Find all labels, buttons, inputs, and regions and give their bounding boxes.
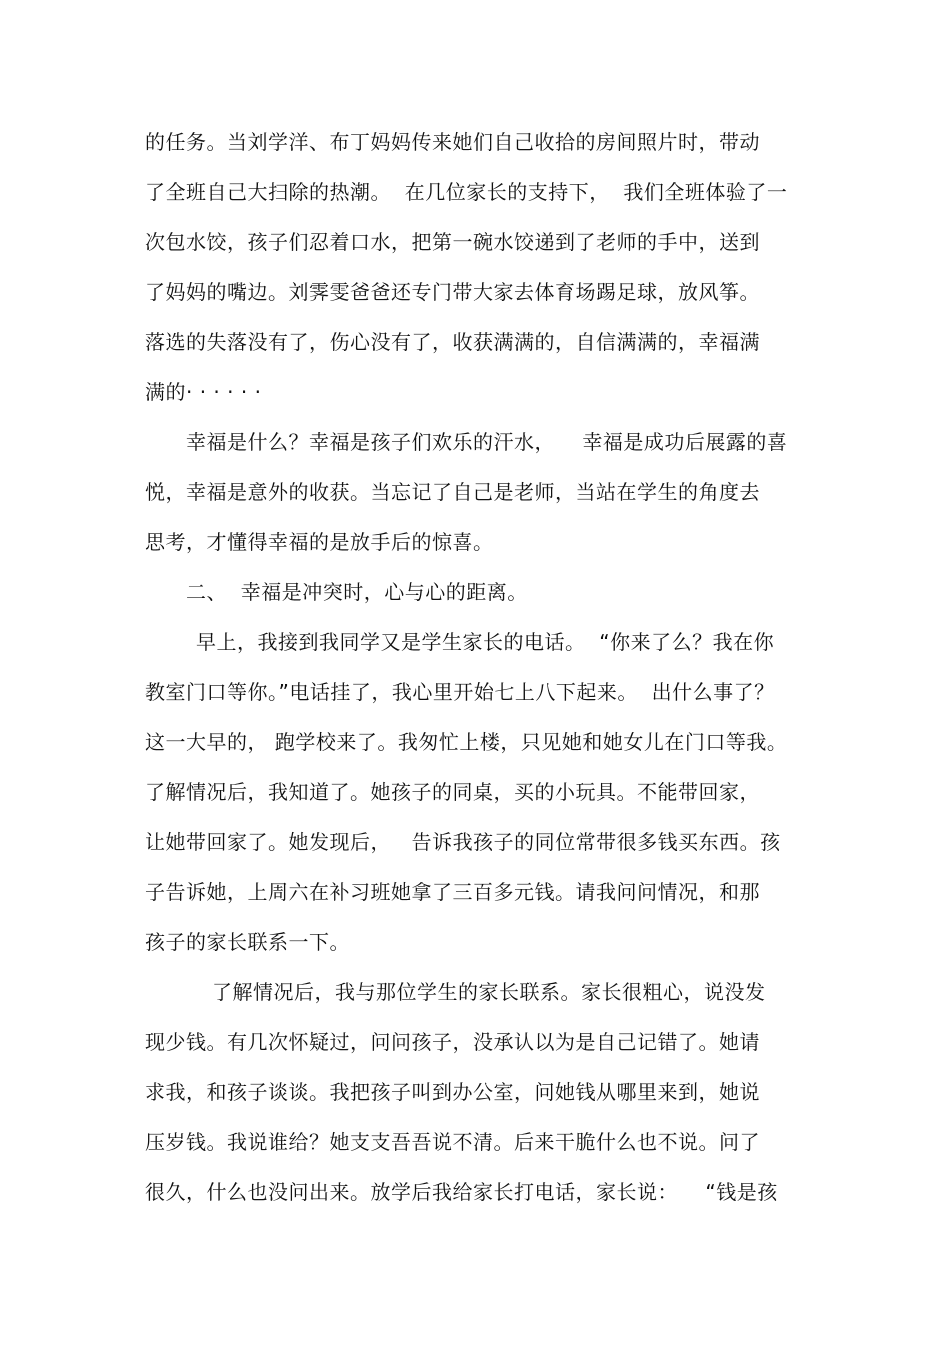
text-line: 这一大早的， 跑学校来了。我匆忙上楼，只见她和她女儿在门口等我。: [145, 730, 788, 754]
text-line: 了全班自己大扫除的热潮。 在几位家长的支持下， 我们全班体验了一: [145, 180, 788, 204]
text-line: 了妈妈的嘴边。刘霁雯爸爸还专门带大家去体育场踢足球，放风筝。: [145, 280, 760, 304]
text-line: 现少钱。有几次怀疑过，问问孩子，没承认以为是自己记错了。她请: [145, 1030, 760, 1054]
text-line: 次包水饺，孩子们忍着口水，把第一碗水饺递到了老师的手中，送到: [145, 230, 760, 254]
text-line: 压岁钱。我说谁给？她支支吾吾说不清。后来干脆什么也不说。问了: [145, 1130, 760, 1154]
text-line: 教室门口等你。”电话挂了，我心里开始七上八下起来。 出什么事了？: [145, 680, 775, 704]
text-line: 思考，才懂得幸福的是放手后的惊喜。: [145, 530, 494, 554]
text-line: 悦，幸福是意外的收获。当忘记了自己是老师，当站在学生的角度去: [145, 480, 760, 504]
text-line: 求我，和孩子谈谈。我把孩子叫到办公室，问她钱从哪里来到，她说: [145, 1080, 760, 1104]
text-line: 子告诉她，上周六在补习班她拿了三百多元钱。请我问问情况，和那: [145, 880, 760, 904]
paragraph-start-line: 了解情况后，我与那位学生的家长联系。家长很粗心，说没发: [212, 980, 766, 1004]
text-line: 满的· · · · · ·: [145, 380, 262, 404]
paragraph-start-line: 早上，我接到我同学又是学生家长的电话。 “你来了么？我在你: [196, 630, 775, 654]
text-line: 孩子的家长联系一下。: [145, 930, 350, 954]
text-line: 很久，什么也没问出来。放学后我给家长打电话，家长说： “钱是孩: [145, 1180, 778, 1204]
paragraph-start-line: 幸福是什么？幸福是孩子们欢乐的汗水， 幸福是成功后展露的喜: [186, 430, 788, 454]
text-line: 了解情况后，我知道了。她孩子的同桌，买的小玩具。不能带回家，: [145, 780, 760, 804]
text-line: 的任务。当刘学洋、布丁妈妈传来她们自己收拾的房间照片时，带动: [145, 130, 760, 154]
section-heading: 二、 幸福是冲突时，心与心的距离。: [186, 580, 528, 604]
text-line: 让她带回家了。她发现后， 告诉我孩子的同位常带很多钱买东西。孩: [145, 830, 781, 854]
text-line: 落选的失落没有了，伤心没有了，收获满满的，自信满满的，幸福满: [145, 330, 760, 354]
